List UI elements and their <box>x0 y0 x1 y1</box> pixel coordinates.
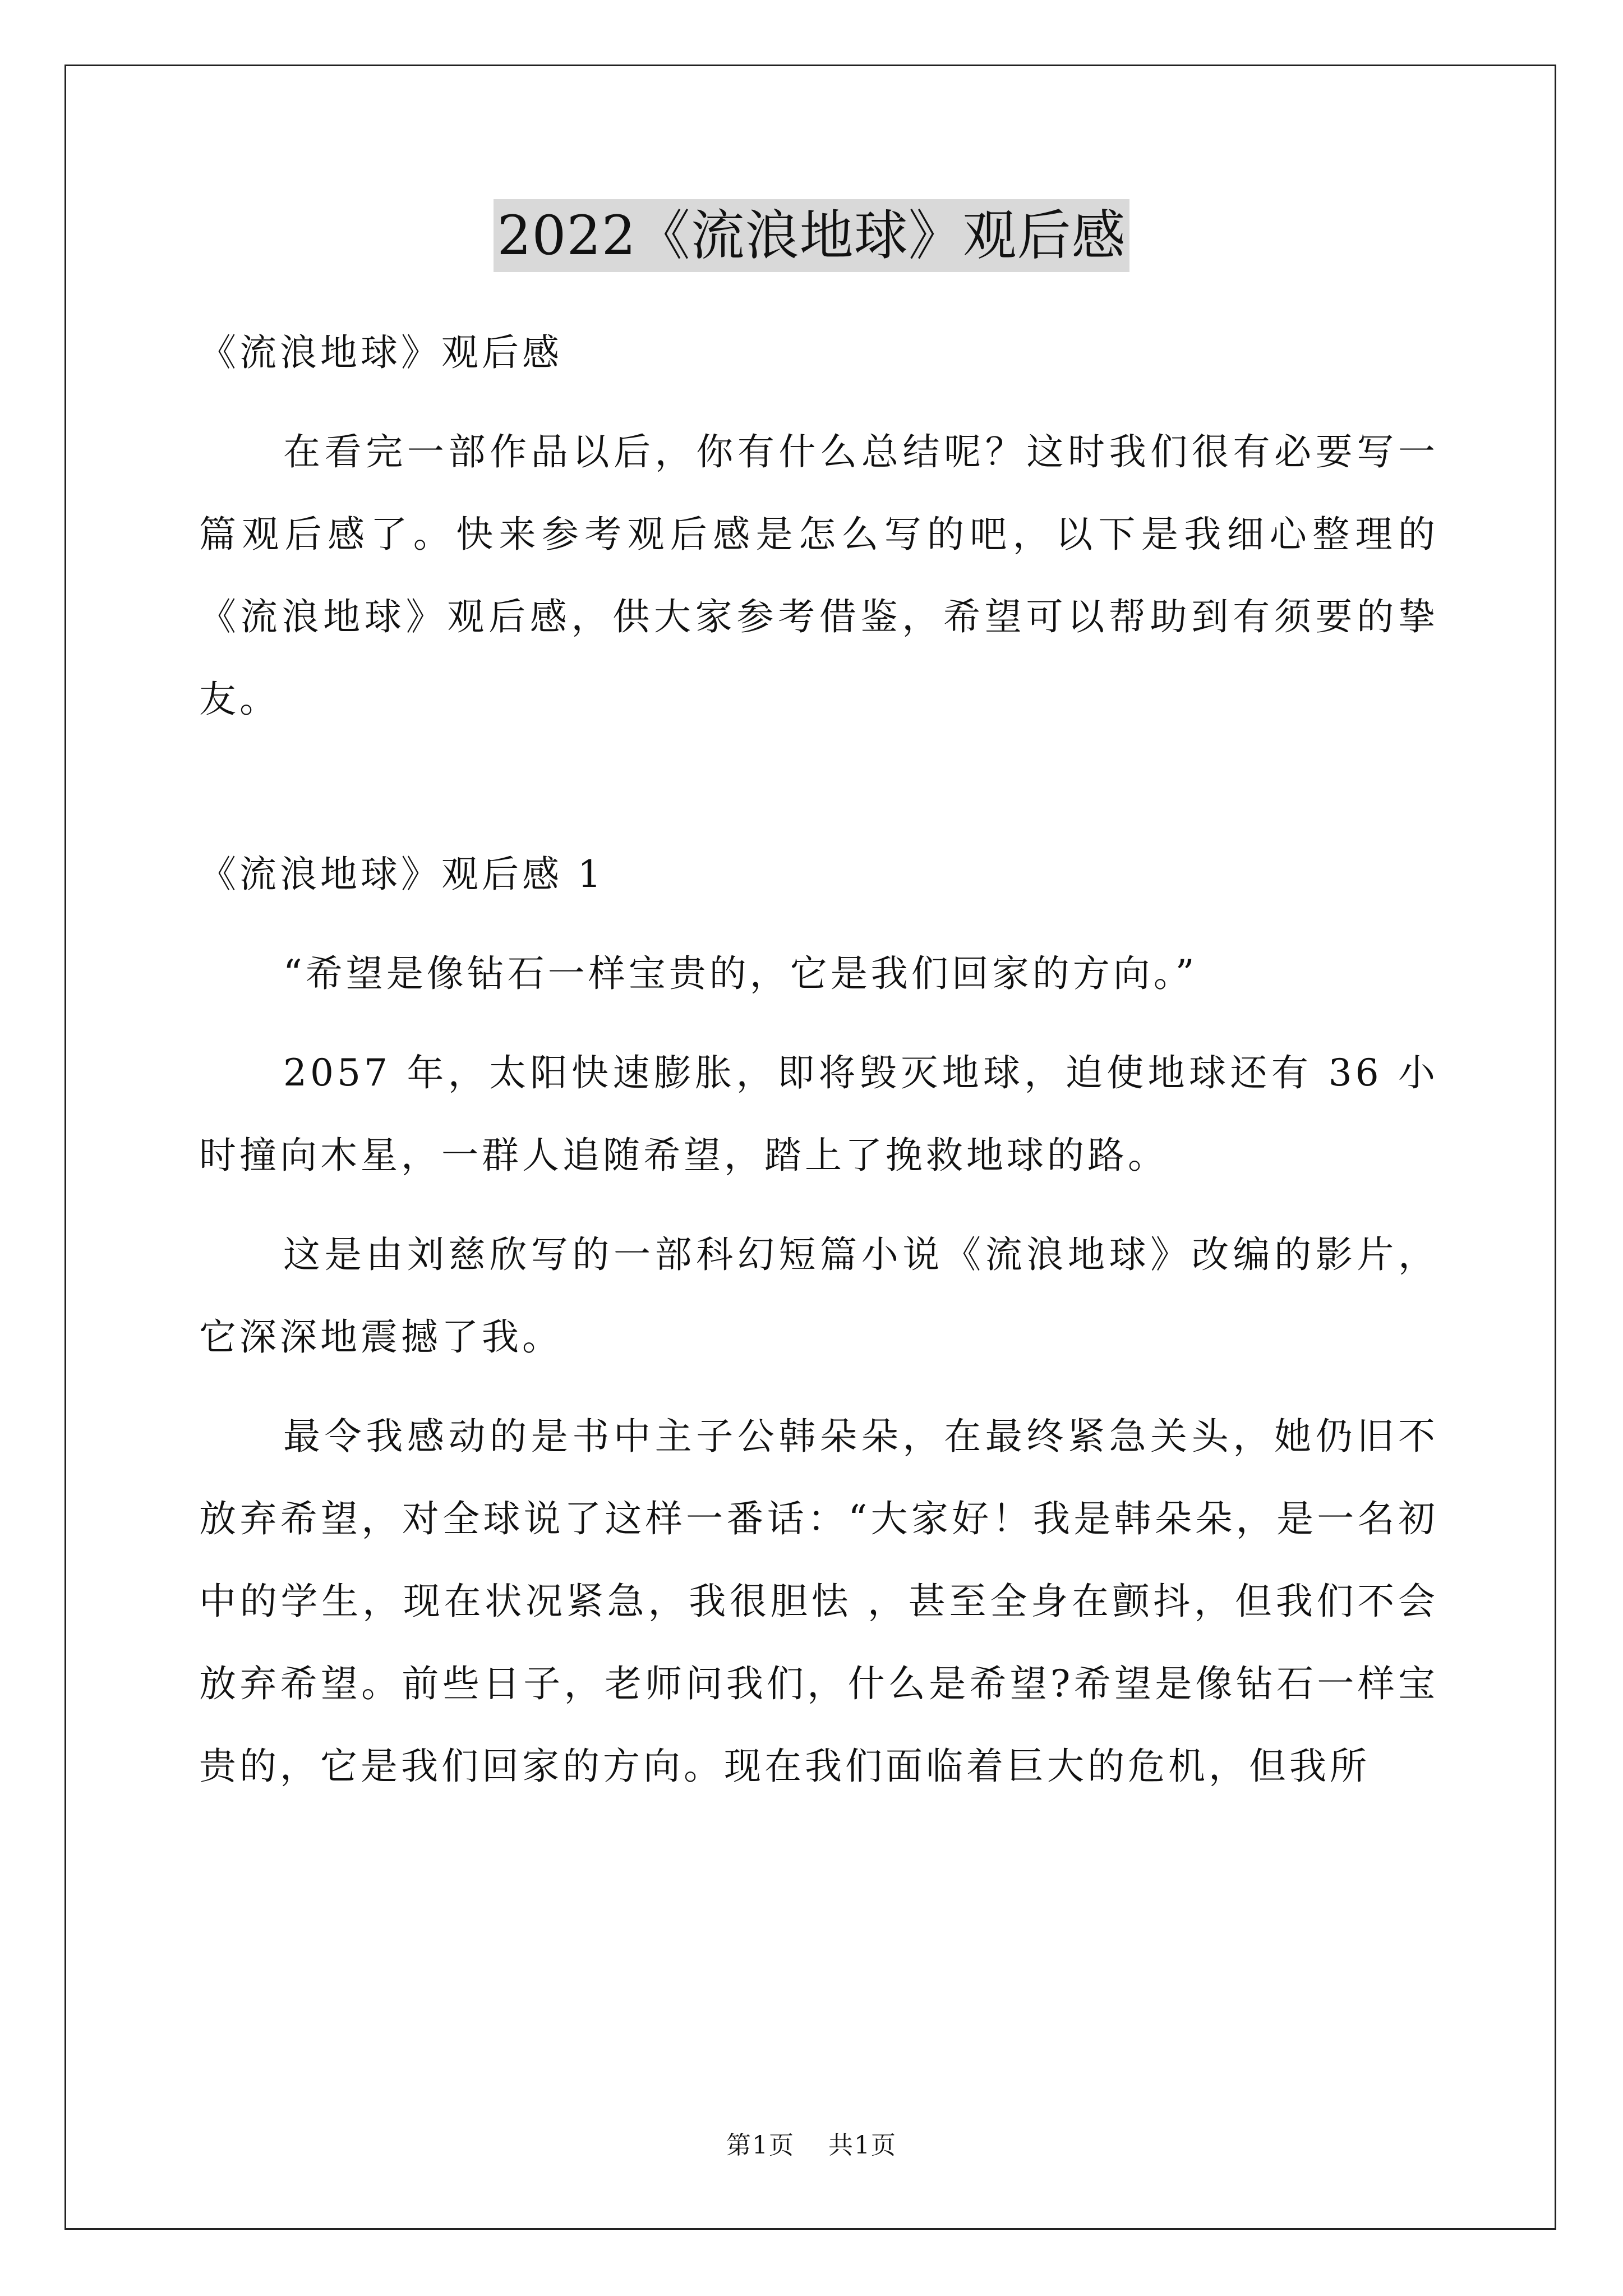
spacer <box>199 915 1438 932</box>
intro-paragraph: 在看完一部作品以后，你有什么总结呢？这时我们很有必要写一篇观后感了。快来参考观后感是怎么写的吧，以下是我细心整理的《流浪地球》观后感，供大家参考借鉴，希望可以帮助到有须要的挚友。 <box>199 430 1438 721</box>
spacer <box>199 1378 1438 1395</box>
section-spacer <box>199 740 1438 833</box>
intro-heading: 《流浪地球》观后感 <box>199 331 562 374</box>
document-body <box>199 311 1438 1807</box>
body-paragraph: 2057 年，太阳快速膨胀，即将毁灭地球，迫使地球还有 36 小时撞向木星，一群人追随希望，踏上了挽救地球的路。 <box>199 1051 1438 1177</box>
body-paragraph: 最令我感动的是书中主子公韩朵朵，在最终紧急关头，她仍旧不放弃希望，对全球说了这样一番话：“大家好！我是韩朵朵，是一名初中的学生，现在状况紧急，我很胆怯 ，甚至全身在颤抖，但我们不会放弃希望。前些日子，老师问我们，什么是希望?希望是像钻石一样宝贵的，它是我们回家的方向。现在我们面临着巨大的危机，但我所 <box>199 1415 1438 1788</box>
page-number: 第1页 <box>726 2131 795 2160</box>
title-container <box>0 199 1623 272</box>
page-total: 共1页 <box>828 2131 897 2160</box>
document-title: 2022《流浪地球》观后感 <box>494 199 1129 272</box>
section-heading: 《流浪地球》观后感 1 <box>199 853 605 896</box>
spacer <box>199 394 1438 411</box>
body-paragraph: 这是由刘慈欣写的一部科幻短篇小说《流浪地球》改编的影片，它深深地震撼了我。 <box>199 1233 1438 1359</box>
spacer <box>199 1015 1438 1032</box>
body-paragraph-quote: “希望是像钻石一样宝贵的，它是我们回家的方向。” <box>283 952 1198 995</box>
page-footer <box>0 2129 1623 2162</box>
spacer <box>199 1197 1438 1213</box>
